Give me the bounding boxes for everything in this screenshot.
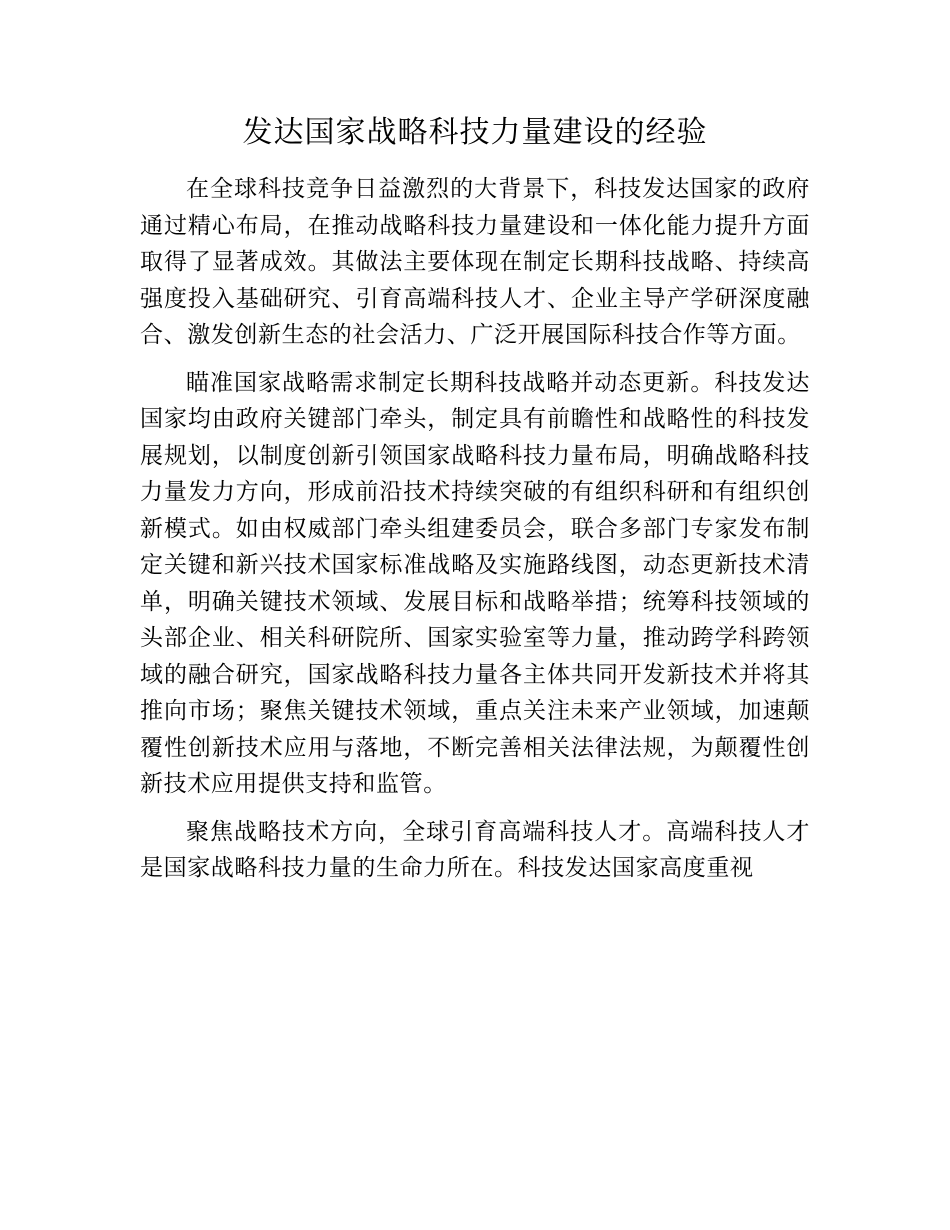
paragraph-talent: 聚焦战略技术方向，全球引育高端科技人才。高端科技人才是国家战略科技力量的生命力所在。科技发达国家高度重视: [140, 818, 810, 881]
paragraph-intro: 在全球科技竞争日益激烈的大背景下，科技发达国家的政府通过精心布局，在推动战略科技力量建设和一体化能力提升方面取得了显著成效。其做法主要体现在制定长期科技战略、持续高强度投入基础研究、引育高端科技人才、企业主导产学研深度融合、激发创新生态的社会活力、广泛开展国际科技合作等方面。: [140, 176, 810, 348]
document-title: 发达国家战略科技力量建设的经验: [242, 115, 708, 150]
paragraph-strategy: 瞄准国家战略需求制定长期科技战略并动态更新。科技发达国家均由政府关键部门牵头，制定具有前瞻性和战略性的科技发展规划，以制度创新引领国家战略科技力量布局，明确战略科技力量发力方向，形成前沿技术持续突破的有组织科研和有组织创新模式。如由权威部门牵头组建委员会，联合多部门专家发布制定关键和新兴技术国家标准战略及实施路线图，动态更新技术清单，明确关键技术领域、发展目标和战略举措；统筹科技领域的头部企业、相关科研院所、国家实验室等力量，推动跨学科跨领域的融合研究，国家战略科技力量各主体共同开发新技术并将其推向市场；聚焦关键技术领域，重点关注未来产业领域，加速颠覆性创新技术应用与落地，不断完善相关法律法规，为颠覆性创新技术应用提供支持和监管。: [140, 369, 810, 797]
document-body: [140, 171, 810, 898]
